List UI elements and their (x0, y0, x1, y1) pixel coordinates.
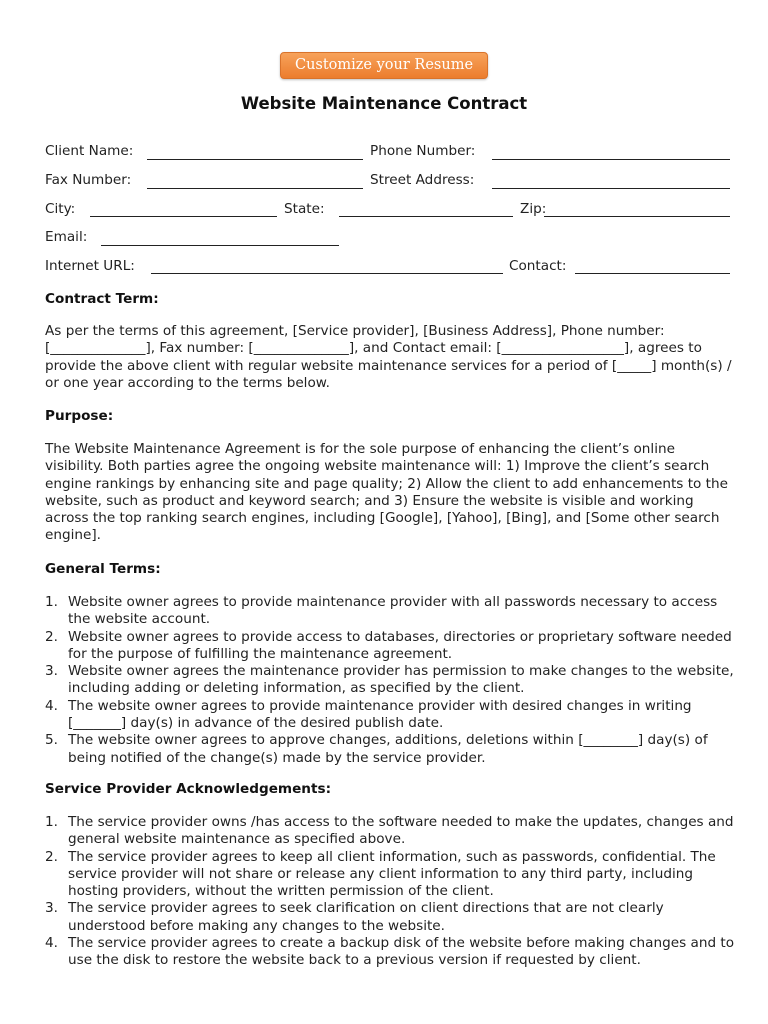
list-text: The website owner agrees to provide maintenance provider with desired changes in writing [_______] day(s) in advance of the desired publish date. (68, 697, 692, 732)
phone-number-field[interactable] (492, 159, 730, 160)
list-number: 5. (45, 732, 58, 749)
list-number: 4. (45, 935, 58, 952)
purpose-text: The Website Maintenance Agreement is for the sole purpose of enhancing the client’s online visibility. Both parties agree the ongoing website maintenance will: 1) Improve the client’s search engine rankings by enhancing site and page quality; 2) Allow the client to add enhancements to the website, such as product and keyword search; and 3) Ensure the website is visible and working across the top ranking search engines, including [Google], [Yahoo], [Bing], and [Some other search engine]. (45, 441, 728, 544)
list-text: The service provider agrees to create a backup disk of the website before making changes and to use the disk to restore the website back to a previous version if requested by client. (68, 935, 735, 969)
purpose-heading: Purpose: (45, 408, 114, 424)
zip-field[interactable] (544, 216, 730, 217)
list-item (45, 698, 735, 733)
list-item (45, 594, 735, 629)
internet-url-field[interactable] (151, 273, 503, 274)
list-number: 2. (45, 848, 58, 865)
fax-number-field[interactable] (147, 188, 363, 189)
cta-container (0, 52, 768, 79)
client-name-label: Client Name: (45, 143, 134, 159)
list-item (45, 663, 735, 698)
list-item (45, 629, 735, 664)
document-title: Website Maintenance Contract (240, 94, 528, 113)
list-number: 3. (45, 900, 58, 917)
contact-field[interactable] (575, 273, 730, 274)
street-address-field[interactable] (492, 188, 730, 189)
list-text: The service provider owns /has access to the software needed to make the updates, changes and general website maintenance as specified above. (68, 814, 734, 848)
list-number: 4. (45, 697, 58, 714)
contract-term-text: As per the terms of this agreement, [Service provider], [Business Address], Phone number: [______________], Fax number: [______________], and Contact email: [__________________], agrees to provide the above client with regular website maintenance services for a period of [_____] month(s) / or one year according to the terms below. (45, 323, 732, 391)
acknowledgements-heading: Service Provider Acknowledgements: (45, 781, 331, 797)
customize-resume-button[interactable]: Customize your Resume (280, 52, 488, 79)
list-item (45, 814, 735, 849)
client-name-field[interactable] (147, 159, 363, 160)
list-text: The website owner agrees to approve changes, additions, deletions within [________] day(s) of being notified of the change(s) made by the service provider. (68, 732, 708, 766)
list-item (45, 935, 735, 970)
list-number: 2. (45, 628, 58, 645)
state-label: State: (284, 201, 325, 217)
street-address-label: Street Address: (370, 172, 475, 188)
city-field[interactable] (90, 216, 277, 217)
list-text: Website owner agrees to provide access to databases, directories or proprietary software needed for the purpose of fulfilling the maintenance agreement. (68, 628, 732, 662)
contract-term-heading: Contract Term: (45, 291, 159, 307)
city-label: City: (45, 201, 76, 217)
list-item (45, 732, 735, 767)
list-text: The service provider agrees to seek clarification on client directions that are not clearly understood before making any changes to the website. (68, 900, 664, 934)
email-label: Email: (45, 229, 88, 245)
list-text: Website owner agrees the maintenance provider has permission to make changes to the website, including adding or deleting information, as specified by the client. (68, 663, 734, 697)
list-number: 3. (45, 663, 58, 680)
fax-number-label: Fax Number: (45, 172, 132, 188)
list-item (45, 849, 735, 901)
phone-number-label: Phone Number: (370, 143, 476, 159)
list-text: Website owner agrees to provide maintenance provider with all passwords necessary to access the website account. (68, 594, 718, 628)
general-terms-heading: General Terms: (45, 561, 161, 577)
list-text: The service provider agrees to keep all client information, such as passwords, confidential. The service provider will not share or release any client information to any third party, including hosting providers, without the written permission of the client. (68, 848, 716, 900)
zip-label: Zip: (520, 201, 547, 217)
list-item (45, 900, 735, 935)
list-number: 1. (45, 814, 58, 830)
state-field[interactable] (339, 216, 513, 217)
acknowledgements-list (45, 814, 735, 970)
internet-url-label: Internet URL: (45, 258, 135, 274)
list-number: 1. (45, 594, 58, 610)
general-terms-list (45, 594, 735, 767)
contact-label: Contact: (509, 258, 567, 274)
email-field[interactable] (101, 245, 339, 246)
